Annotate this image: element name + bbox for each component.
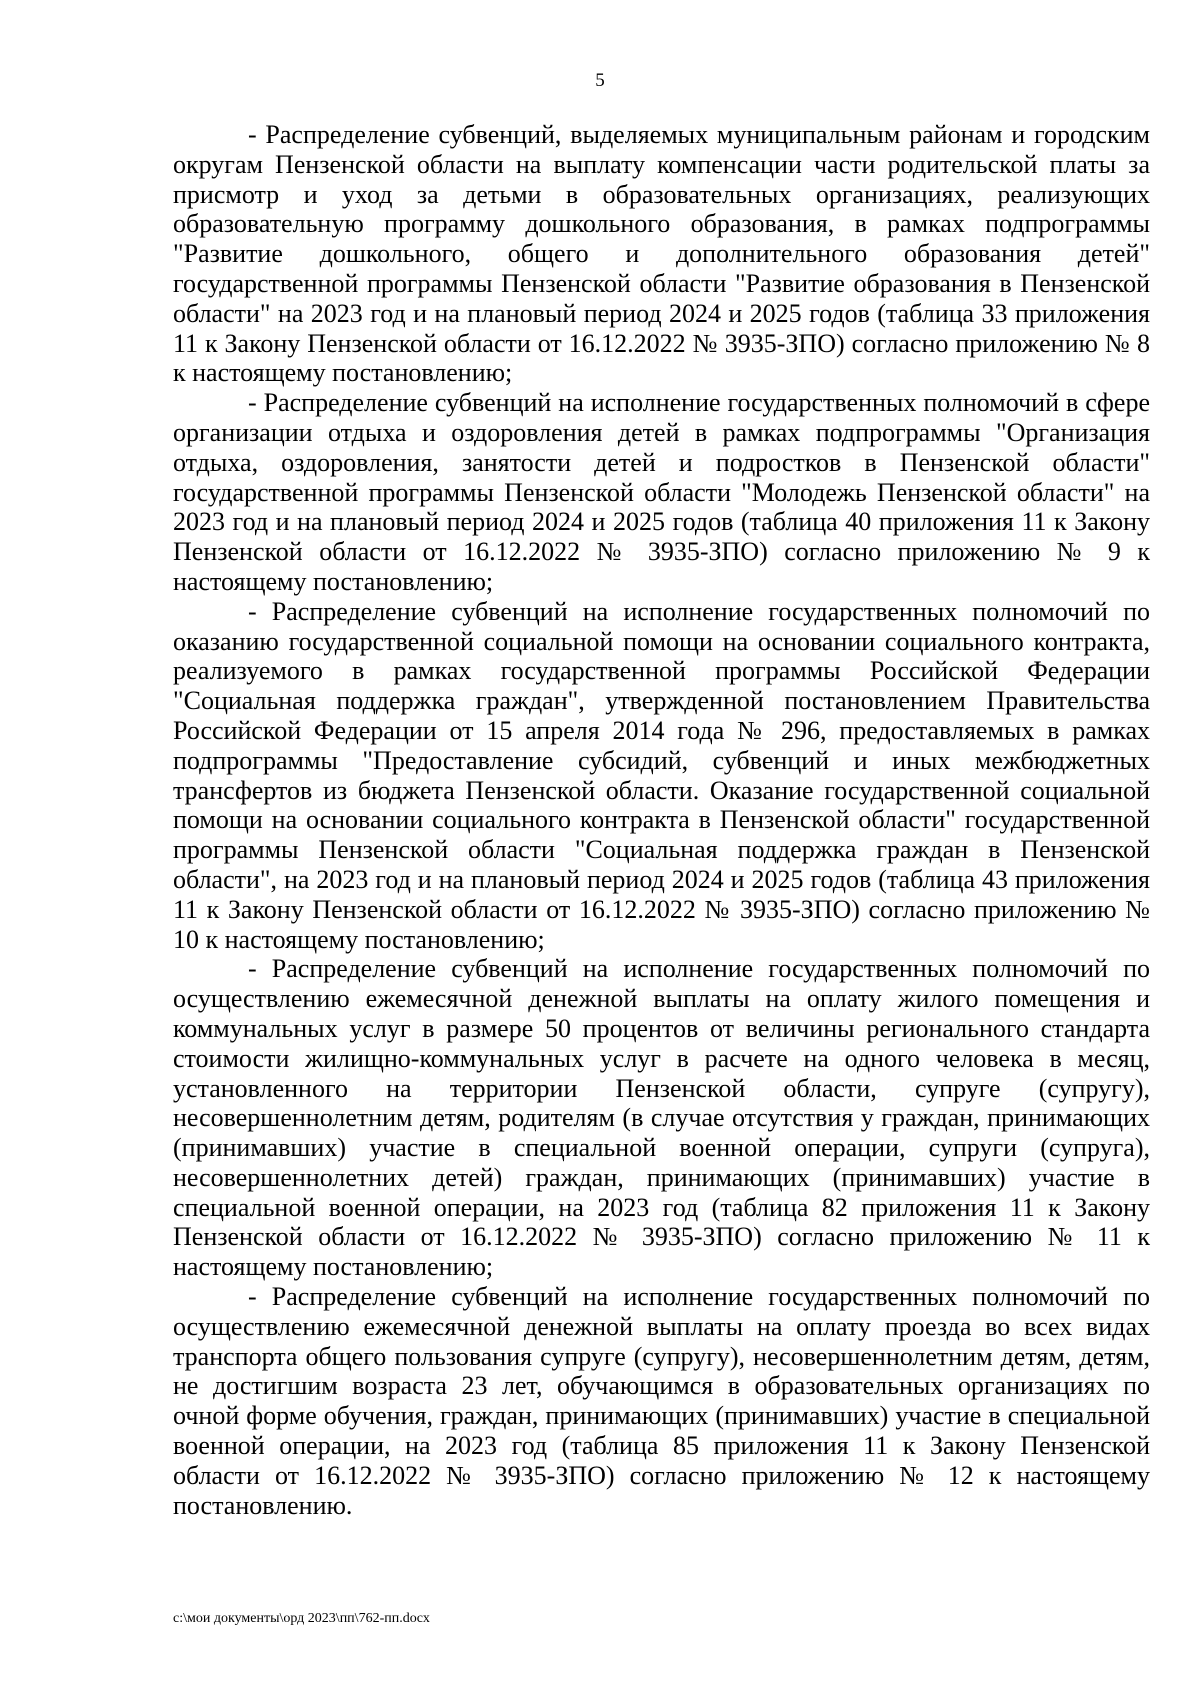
document-body <box>173 120 1150 1520</box>
paragraph-appendix-9: - Распределение субвенций на исполнение государственных полномочий в сфере организации отдыха и оздоровления детей в рамках подпрограммы "Организация отдыха, оздоровления, занятости детей и подростков в Пензенской области" государственной программы Пензенской области "Молодежь Пензенской области" на 2023 год и на плановый период 2024 и 2025 годов (таблица 40 приложения 11 к Закону Пензенской области от 16.12.2022 № 3935-ЗПО) согласно приложению № 9 к настоящему постановлению; <box>173 388 1150 596</box>
paragraph-appendix-8: - Распределение субвенций, выделяемых муниципальным районам и городским округам Пензенской области на выплату компенсации части родительской платы за присмотр и уход за детьми в образовательных организациях, реализующих образовательную программу дошкольного образования, в рамках подпрограммы "Развитие дошкольного, общего и дополнительного образования детей" государственной программы Пензенской области "Развитие образования в Пензенской области" на 2023 год и на плановый период 2024 и 2025 годов (таблица 33 приложения 11 к Закону Пензенской области от 16.12.2022 № 3935-ЗПО) согласно приложению № 8 к настоящему постановлению; <box>173 120 1150 388</box>
page-number: 5 <box>595 70 605 91</box>
paragraph-appendix-10: - Распределение субвенций на исполнение государственных полномочий по оказанию государственной социальной помощи на основании социального контракта, реализуемого в рамках государственной программы Российской Федерации "Социальная поддержка граждан", утвержденной постановлением Правительства Российской Федерации от 15 апреля 2014 года № 296, предоставляемых в рамках подпрограммы "Предоставление субсидий, субвенций и иных межбюджетных трансфертов из бюджета Пензенской области. Оказание государственной социальной помощи на основании социального контракта в Пензенской области" государственной программы Пензенской области "Социальная поддержка граждан в Пензенской области", на 2023 год и на плановый период 2024 и 2025 годов (таблица 43 приложения 11 к Закону Пензенской области от 16.12.2022 № 3935-ЗПО) согласно приложению № 10 к настоящему постановлению; <box>173 596 1150 954</box>
paragraph-appendix-11: - Распределение субвенций на исполнение государственных полномочий по осуществлению ежемесячной денежной выплаты на оплату жилого помещения и коммунальных услуг в размере 50 процентов от величины регионального стандарта стоимости жилищно-коммунальных услуг в расчете на одного человека в месяц, установленного на территории Пензенской области, супруге (супругу), несовершеннолетним детям, родителям (в случае отсутствия у граждан, принимающих (принимавших) участие в специальной военной операции, супруги (супруга), несовершеннолетних детей) граждан, принимающих (принимавших) участие в специальной военной операции, на 2023 год (таблица 82 приложения 11 к Закону Пензенской области от 16.12.2022 № 3935-ЗПО) согласно приложению № 11 к настоящему постановлению; <box>173 954 1150 1282</box>
footer-file-path: c:\мои документы\орд 2023\пп\762-пп.docx <box>173 1611 430 1626</box>
paragraph-appendix-12: - Распределение субвенций на исполнение государственных полномочий по осуществлению ежемесячной денежной выплаты на оплату проезда во всех видах транспорта общего пользования супруге (супругу), несовершеннолетним детям, детям, не достигшим возраста 23 лет, обучающимся в образовательных организациях по очной форме обучения, граждан, принимающих (принимавших) участие в специальной военной операции, на 2023 год (таблица 85 приложения 11 к Закону Пензенской области от 16.12.2022 № 3935-ЗПО) согласно приложению № 12 к настоящему постановлению. <box>173 1282 1150 1520</box>
